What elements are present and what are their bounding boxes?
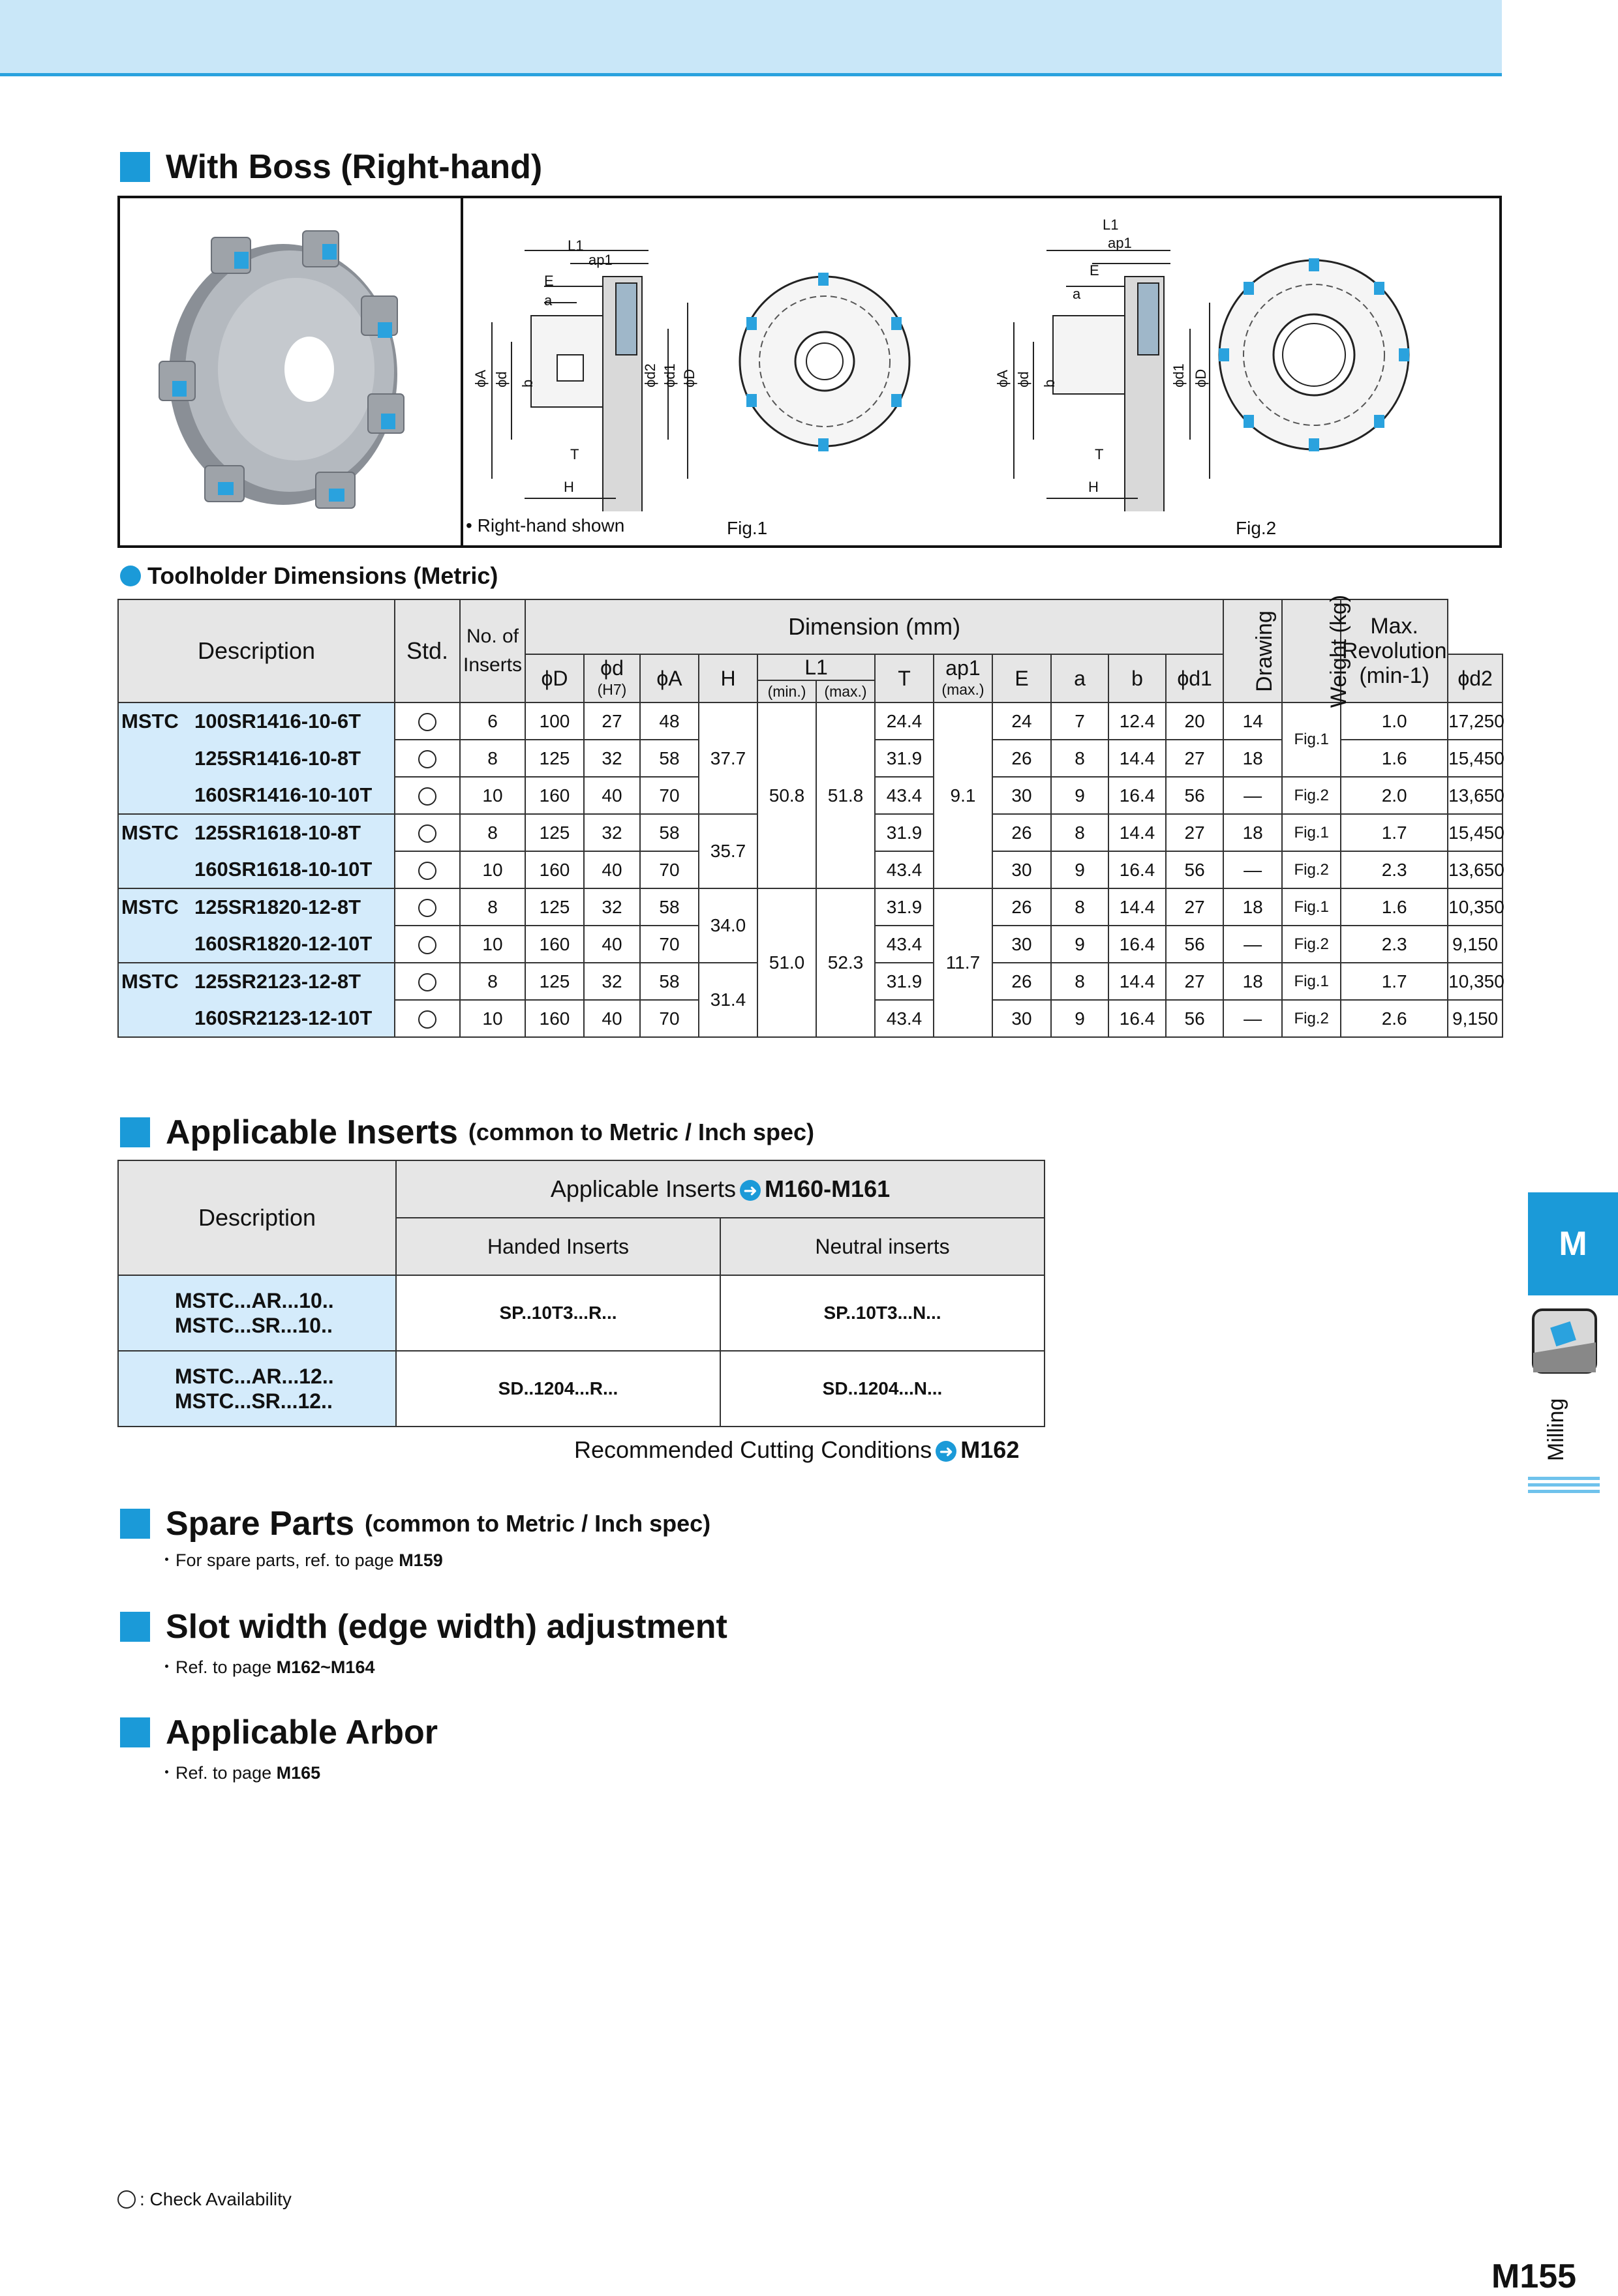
row-model: 160SR1618-10-10T xyxy=(194,858,373,881)
col-weight xyxy=(1282,594,1352,708)
cell-A: 58 xyxy=(640,963,699,1000)
cell-D: 125 xyxy=(525,814,584,851)
cell-inserts: 10 xyxy=(460,851,525,888)
top-band xyxy=(0,0,1502,76)
recommended-ref[interactable]: M162 xyxy=(960,1436,1020,1463)
section-title-with-boss xyxy=(120,147,542,187)
cell-L1-max: 52.3 xyxy=(816,888,875,1037)
col-b: b xyxy=(1108,654,1166,702)
col-L1: L1 xyxy=(757,654,875,680)
fig1-label-E: E xyxy=(544,273,554,289)
cell-E: 30 xyxy=(992,1000,1051,1037)
cell-T: 43.4 xyxy=(875,926,934,963)
cell-D: 160 xyxy=(525,926,584,963)
col-d1: ϕd1 xyxy=(1166,654,1223,702)
inserts-row-description xyxy=(118,1275,396,1351)
fig2-label-T: T xyxy=(1095,446,1104,462)
side-tab-m[interactable]: M xyxy=(1528,1192,1618,1295)
cell-rev: 13,650 xyxy=(1448,851,1503,888)
fig1-label-H: H xyxy=(564,479,574,495)
col-T: T xyxy=(875,654,934,702)
col-A: ϕA xyxy=(640,654,699,702)
cell-weight: 2.3 xyxy=(1341,851,1448,888)
inserts-cell-handed: SD..1204...R... xyxy=(396,1351,720,1427)
cell-a: 9 xyxy=(1051,851,1108,888)
spare-note xyxy=(158,1546,443,1571)
cell-T: 24.4 xyxy=(875,702,934,740)
cell-inserts: 10 xyxy=(460,926,525,963)
page-title: With Boss (Right-hand) xyxy=(166,148,543,186)
section-square-icon xyxy=(120,152,150,182)
cell-drawing: Fig.2 xyxy=(1282,926,1341,963)
milling-icon xyxy=(1531,1307,1598,1375)
cell-d: 40 xyxy=(584,851,640,888)
spare-title: Spare Parts xyxy=(166,1505,355,1543)
cell-inserts: 8 xyxy=(460,740,525,777)
col-ap1-label: ap1 xyxy=(945,656,981,680)
cell-drawing: Fig.1 xyxy=(1282,963,1341,1000)
row-model: 160SR1820-12-10T xyxy=(194,932,373,955)
std-circle-icon xyxy=(395,963,460,1000)
col-L1-max: (max.) xyxy=(816,680,875,702)
cell-d1: 27 xyxy=(1166,888,1223,926)
cell-inserts: 10 xyxy=(460,777,525,814)
inserts-cell-neutral: SP..10T3...N... xyxy=(720,1275,1045,1351)
row-prefix: MSTC xyxy=(121,821,179,844)
table-row xyxy=(118,1275,1045,1351)
cell-T: 43.4 xyxy=(875,777,934,814)
fig1-label-phid: ϕd xyxy=(493,371,510,387)
col-std: Std. xyxy=(395,599,460,702)
cell-b: 16.4 xyxy=(1108,1000,1166,1037)
fig1-label-phid2: ϕd2 xyxy=(642,363,658,387)
page-number: M155 xyxy=(1491,2258,1577,2295)
table-row xyxy=(118,702,1503,740)
cell-H: 35.7 xyxy=(699,814,757,888)
cell-E: 24 xyxy=(992,702,1051,740)
inserts-col-neutral: Neutral inserts xyxy=(720,1218,1045,1275)
std-circle-icon xyxy=(395,740,460,777)
cell-D: 100 xyxy=(525,702,584,740)
fig1-label-T: T xyxy=(570,446,579,462)
fig1-label-L1: L1 xyxy=(568,237,584,254)
spare-note-text: ・For spare parts, ref. to page xyxy=(158,1550,394,1570)
cell-L1-min: 51.0 xyxy=(757,888,816,1037)
cell-weight: 2.0 xyxy=(1341,777,1448,814)
cell-T: 31.9 xyxy=(875,740,934,777)
col-D: ϕD xyxy=(525,654,584,702)
cell-d2: 18 xyxy=(1223,963,1282,1000)
cell-rev: 15,450 xyxy=(1448,814,1503,851)
cell-E: 26 xyxy=(992,740,1051,777)
row-description xyxy=(118,963,395,1000)
side-divider xyxy=(1528,1477,1600,1480)
cell-H: 37.7 xyxy=(699,702,757,814)
cell-a: 8 xyxy=(1051,963,1108,1000)
cell-inserts: 8 xyxy=(460,888,525,926)
row-description xyxy=(118,814,395,851)
cell-rev: 10,350 xyxy=(1448,963,1503,1000)
cutter-photo xyxy=(146,224,420,524)
cell-a: 9 xyxy=(1051,926,1108,963)
fig2-label-phiA: ϕA xyxy=(994,370,1011,387)
cell-E: 26 xyxy=(992,963,1051,1000)
fig1-label-b: b xyxy=(519,379,536,387)
arbor-title: Applicable Arbor xyxy=(166,1714,438,1751)
cell-rev: 9,150 xyxy=(1448,926,1503,963)
fig2-label-phid1: ϕd1 xyxy=(1170,363,1187,387)
fig2-label-b: b xyxy=(1041,379,1058,387)
row-model: 125SR1618-10-8T xyxy=(194,821,361,844)
cell-d2: 18 xyxy=(1223,888,1282,926)
cell-E: 30 xyxy=(992,926,1051,963)
cell-d2: — xyxy=(1223,851,1282,888)
cell-b: 14.4 xyxy=(1108,740,1166,777)
fig2-label-phiD: ϕD xyxy=(1193,369,1209,387)
cell-a: 8 xyxy=(1051,888,1108,926)
inserts-cell-neutral: SD..1204...N... xyxy=(720,1351,1045,1427)
inserts-desc-line1: MSTC...AR...12.. xyxy=(175,1365,334,1388)
section-title-spare-parts xyxy=(120,1504,710,1543)
std-circle-icon xyxy=(395,926,460,963)
side-divider xyxy=(1528,1490,1600,1493)
cell-T: 43.4 xyxy=(875,851,934,888)
col-L1-min: (min.) xyxy=(757,680,816,702)
cell-inserts: 6 xyxy=(460,702,525,740)
col-max-rev-unit: (min-1) xyxy=(1359,663,1429,688)
spare-ref[interactable]: M159 xyxy=(399,1550,443,1570)
fig2-label-E: E xyxy=(1090,262,1099,279)
milling-label: Milling xyxy=(1544,1398,1568,1461)
row-description xyxy=(118,851,395,888)
cell-E: 26 xyxy=(992,888,1051,926)
cell-d2: 14 xyxy=(1223,702,1282,740)
cell-T: 31.9 xyxy=(875,888,934,926)
cell-d: 40 xyxy=(584,777,640,814)
availability-legend xyxy=(117,2189,292,2210)
section-title-inserts xyxy=(120,1113,814,1152)
cell-inserts: 8 xyxy=(460,963,525,1000)
row-description xyxy=(118,926,395,963)
cell-rev: 9,150 xyxy=(1448,1000,1503,1037)
row-model: 100SR1416-10-6T xyxy=(194,710,361,733)
row-description xyxy=(118,740,395,777)
cell-b: 16.4 xyxy=(1108,926,1166,963)
row-prefix: MSTC xyxy=(121,896,179,918)
std-circle-icon xyxy=(395,702,460,740)
fig1-front-view xyxy=(720,257,929,466)
cell-A: 58 xyxy=(640,888,699,926)
cell-drawing: Fig.2 xyxy=(1282,777,1341,814)
cell-A: 58 xyxy=(640,740,699,777)
row-description xyxy=(118,702,395,740)
availability-legend-text: : Check Availability xyxy=(140,2189,292,2209)
cell-ap1: 9.1 xyxy=(934,702,992,888)
arbor-note xyxy=(158,1759,320,1784)
cell-drawing: Fig.1 xyxy=(1282,702,1341,777)
fig1-label-a: a xyxy=(544,292,553,309)
fig1-label-ap1: ap1 xyxy=(588,252,613,268)
table-row xyxy=(118,888,1503,926)
section-title-arbor xyxy=(120,1713,438,1752)
cell-drawing: Fig.2 xyxy=(1282,1000,1341,1037)
row-model: 125SR1416-10-8T xyxy=(194,746,361,770)
col-ap1 xyxy=(934,654,992,702)
cell-A: 58 xyxy=(640,814,699,851)
arbor-ref[interactable]: M165 xyxy=(276,1763,321,1783)
cell-rev: 13,650 xyxy=(1448,777,1503,814)
cell-H: 31.4 xyxy=(699,963,757,1037)
cell-a: 7 xyxy=(1051,702,1108,740)
col-H: H xyxy=(699,654,757,702)
inserts-cell-handed: SP..10T3...R... xyxy=(396,1275,720,1351)
cell-A: 70 xyxy=(640,926,699,963)
cell-b: 14.4 xyxy=(1108,888,1166,926)
cell-d: 27 xyxy=(584,702,640,740)
fig2-caption: Fig.2 xyxy=(1236,518,1277,538)
cell-d1: 56 xyxy=(1166,926,1223,963)
cell-d1: 27 xyxy=(1166,963,1223,1000)
cell-weight: 1.6 xyxy=(1341,888,1448,926)
row-model: 160SR2123-12-10T xyxy=(194,1006,373,1029)
inserts-col-description: Description xyxy=(118,1160,396,1275)
cell-A: 70 xyxy=(640,1000,699,1037)
cell-A: 70 xyxy=(640,777,699,814)
cell-a: 9 xyxy=(1051,777,1108,814)
cell-L1-max: 51.8 xyxy=(816,702,875,888)
inserts-group-label: Applicable Inserts xyxy=(550,1175,737,1202)
fig1-label-phid1: ϕd1 xyxy=(662,363,678,387)
figure-divider xyxy=(461,198,463,545)
col-weight-label: Weight (kg) xyxy=(1326,594,1352,708)
slot-note xyxy=(158,1653,374,1678)
inserts-group-ref[interactable]: M160-M161 xyxy=(765,1175,891,1202)
spare-subtitle: (common to Metric / Inch spec) xyxy=(365,1510,711,1537)
cell-weight: 1.6 xyxy=(1341,740,1448,777)
cell-weight: 2.6 xyxy=(1341,1000,1448,1037)
col-d2: ϕd2 xyxy=(1448,654,1503,702)
right-hand-note: • Right-hand shown xyxy=(466,515,625,536)
row-description xyxy=(118,1000,395,1037)
cell-weight: 1.7 xyxy=(1341,963,1448,1000)
cell-A: 48 xyxy=(640,702,699,740)
slot-ref[interactable]: M162~M164 xyxy=(276,1657,375,1677)
cell-inserts: 10 xyxy=(460,1000,525,1037)
cell-drawing: Fig.2 xyxy=(1282,851,1341,888)
cell-d1: 27 xyxy=(1166,814,1223,851)
arbor-note-text: ・Ref. to page xyxy=(158,1763,272,1783)
recommended-conditions xyxy=(574,1436,1019,1464)
cell-D: 160 xyxy=(525,777,584,814)
col-E: E xyxy=(992,654,1051,702)
inserts-row-description xyxy=(118,1351,396,1427)
cell-b: 14.4 xyxy=(1108,814,1166,851)
row-description xyxy=(118,888,395,926)
col-max-rev-label: Max. Revolution xyxy=(1341,614,1447,663)
cell-rev: 10,350 xyxy=(1448,888,1503,926)
cell-d1: 56 xyxy=(1166,851,1223,888)
cell-D: 125 xyxy=(525,888,584,926)
section-square-icon xyxy=(120,1612,150,1642)
inserts-subtitle: (common to Metric / Inch spec) xyxy=(468,1119,814,1145)
col-drawing-label: Drawing xyxy=(1252,610,1277,692)
col-d-label: ϕd xyxy=(600,656,624,680)
cell-D: 160 xyxy=(525,851,584,888)
inserts-desc-line2: MSTC...SR...12.. xyxy=(175,1389,333,1413)
std-circle-icon xyxy=(395,777,460,814)
cell-ap1: 11.7 xyxy=(934,888,992,1037)
toolholder-heading xyxy=(120,562,498,590)
cell-rev: 15,450 xyxy=(1448,740,1503,777)
inserts-desc-line1: MSTC...AR...10.. xyxy=(175,1289,334,1312)
cell-d2: — xyxy=(1223,777,1282,814)
inserts-table xyxy=(117,1160,1045,1427)
cell-H: 34.0 xyxy=(699,888,757,963)
std-circle-icon xyxy=(395,888,460,926)
fig2-label-a: a xyxy=(1073,286,1081,302)
fig1-label-phiD: ϕD xyxy=(681,369,697,387)
std-circle-icon xyxy=(395,1000,460,1037)
cell-L1-min: 50.8 xyxy=(757,702,816,888)
side-divider xyxy=(1528,1483,1600,1487)
inserts-col-handed: Handed Inserts xyxy=(396,1218,720,1275)
cell-b: 12.4 xyxy=(1108,702,1166,740)
cell-weight: 1.7 xyxy=(1341,814,1448,851)
cell-d: 32 xyxy=(584,814,640,851)
circle-icon xyxy=(117,2190,136,2209)
col-dimension-group: Dimension (mm) xyxy=(525,599,1223,654)
cell-d2: — xyxy=(1223,926,1282,963)
toolholder-heading-text: Toolholder Dimensions (Metric) xyxy=(147,562,498,589)
std-circle-icon xyxy=(395,814,460,851)
cell-d: 32 xyxy=(584,740,640,777)
slot-title: Slot width (edge width) adjustment xyxy=(166,1608,727,1646)
fig2-front-view xyxy=(1203,244,1425,466)
section-title-slot-width xyxy=(120,1607,727,1646)
col-d-sub: (H7) xyxy=(597,680,627,698)
cell-a: 9 xyxy=(1051,1000,1108,1037)
section-square-icon xyxy=(120,1509,150,1539)
col-description: Description xyxy=(118,599,395,702)
cell-drawing: Fig.1 xyxy=(1282,888,1341,926)
cell-a: 8 xyxy=(1051,740,1108,777)
cell-d1: 56 xyxy=(1166,777,1223,814)
cell-T: 43.4 xyxy=(875,1000,934,1037)
col-ap1-sub: (max.) xyxy=(941,680,985,698)
cell-weight: 1.0 xyxy=(1341,702,1448,740)
cell-d: 32 xyxy=(584,963,640,1000)
cell-d2: 18 xyxy=(1223,740,1282,777)
col-drawing xyxy=(1223,599,1282,702)
cell-d1: 27 xyxy=(1166,740,1223,777)
col-max-rev xyxy=(1341,599,1448,702)
cell-E: 30 xyxy=(992,777,1051,814)
cell-T: 31.9 xyxy=(875,814,934,851)
cell-weight: 2.3 xyxy=(1341,926,1448,963)
cell-rev: 17,250 xyxy=(1448,702,1503,740)
cell-inserts: 8 xyxy=(460,814,525,851)
recommended-text: Recommended Cutting Conditions xyxy=(574,1436,932,1463)
bullet-dot-icon xyxy=(120,566,141,586)
fig2-label-L1: L1 xyxy=(1103,217,1119,233)
cell-E: 30 xyxy=(992,851,1051,888)
inserts-title: Applicable Inserts xyxy=(166,1113,458,1151)
arrow-right-icon: ➜ xyxy=(740,1180,761,1201)
fig2-label-ap1: ap1 xyxy=(1108,235,1132,251)
toolholder-table xyxy=(117,594,1504,1038)
cell-d1: 56 xyxy=(1166,1000,1223,1037)
cell-D: 160 xyxy=(525,1000,584,1037)
cell-a: 8 xyxy=(1051,814,1108,851)
fig1-caption: Fig.1 xyxy=(727,518,768,538)
cell-d: 32 xyxy=(584,888,640,926)
row-model: 160SR1416-10-10T xyxy=(194,783,373,806)
cell-d: 40 xyxy=(584,1000,640,1037)
row-model: 125SR1820-12-8T xyxy=(194,896,361,918)
cell-b: 16.4 xyxy=(1108,851,1166,888)
col-a: a xyxy=(1051,654,1108,702)
inserts-desc-line2: MSTC...SR...10.. xyxy=(175,1314,333,1337)
cell-b: 14.4 xyxy=(1108,963,1166,1000)
cell-b: 16.4 xyxy=(1108,777,1166,814)
cell-T: 31.9 xyxy=(875,963,934,1000)
figure-box xyxy=(117,196,1502,548)
row-prefix: MSTC xyxy=(121,970,179,993)
cell-d1: 20 xyxy=(1166,702,1223,740)
cell-d: 40 xyxy=(584,926,640,963)
cell-D: 125 xyxy=(525,963,584,1000)
cell-A: 70 xyxy=(640,851,699,888)
col-no-inserts: No. of Inserts xyxy=(460,599,525,702)
fig2-label-H: H xyxy=(1088,479,1099,495)
cell-E: 26 xyxy=(992,814,1051,851)
fig2-label-phid: ϕd xyxy=(1015,371,1031,387)
cell-d2: — xyxy=(1223,1000,1282,1037)
table-row xyxy=(118,1351,1045,1427)
cell-drawing: Fig.1 xyxy=(1282,814,1341,851)
slot-note-text: ・Ref. to page xyxy=(158,1657,272,1677)
col-d xyxy=(584,654,640,702)
row-model: 125SR2123-12-8T xyxy=(194,970,361,993)
section-square-icon xyxy=(120,1717,150,1747)
right-hand-note-text: Right-hand shown xyxy=(477,515,625,536)
std-circle-icon xyxy=(395,851,460,888)
cell-d2: 18 xyxy=(1223,814,1282,851)
inserts-group-header xyxy=(396,1160,1045,1218)
cell-D: 125 xyxy=(525,740,584,777)
row-description xyxy=(118,777,395,814)
section-square-icon xyxy=(120,1117,150,1147)
fig1-label-phiA: ϕA xyxy=(472,370,489,387)
row-prefix: MSTC xyxy=(121,710,179,733)
arrow-right-icon: ➜ xyxy=(936,1441,956,1462)
